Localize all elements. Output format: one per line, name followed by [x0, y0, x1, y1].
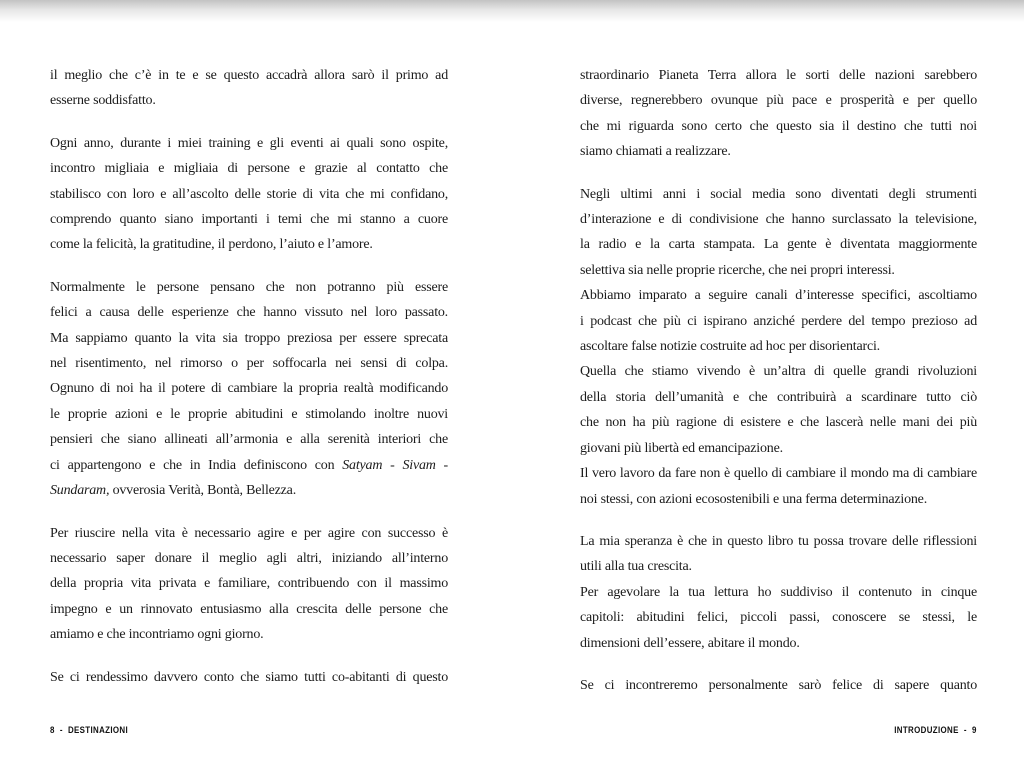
paragraph — [580, 63, 977, 165]
text-segment: amiamo e che incontriamo ogni giorno. — [50, 627, 264, 643]
text-segment: felici a causa delle esperienze che hanno vissuto nel loro passato. — [50, 305, 448, 321]
text-line — [580, 436, 977, 461]
text-line — [50, 521, 448, 546]
text-line — [580, 207, 977, 232]
text-line — [580, 605, 977, 630]
text-line — [50, 300, 448, 325]
text-segment: Per riuscire nella vita è necessario agire e per agire con successo è — [50, 525, 448, 541]
text-line — [580, 529, 977, 554]
left-page-footer: 8 - DESTINAZIONI — [50, 725, 129, 735]
page-top-edge-shadow — [0, 0, 1024, 22]
text-line — [50, 622, 448, 647]
paragraph — [580, 182, 977, 512]
text-segment: La mia speranza è che in questo libro tu possa trovare delle riflessioni — [580, 533, 977, 549]
paragraph — [50, 665, 448, 690]
right-page-footer: INTRODUZIONE - 9 — [894, 725, 977, 735]
text-segment: noi stessi, con azioni ecosostenibili e una ferma determinazione. — [580, 491, 927, 507]
text-line — [50, 402, 448, 427]
text-line — [50, 351, 448, 376]
text-line — [50, 665, 448, 690]
text-line — [580, 283, 977, 308]
text-line — [580, 114, 977, 139]
text-line — [50, 156, 448, 181]
text-segment: della propria vita privata e familiare, contribuendo con il massimo — [50, 576, 448, 592]
text-segment: capitoli: abitudini felici, piccoli passi, conoscere se stessi, le — [580, 610, 977, 626]
text-segment: nel risentimento, nel rimorso o per soffocarla nei sensi di colpa. — [50, 356, 448, 372]
text-segment: Quella che stiamo vivendo è un’altra di quelle grandi rivoluzioni — [580, 364, 977, 380]
text-segment: incontro migliaia e migliaia di persone e grazie al contatto che — [50, 161, 448, 177]
text-line — [50, 571, 448, 596]
text-line — [580, 487, 977, 512]
text-segment: ci appartengono e che in India definiscono con — [50, 457, 343, 473]
text-segment: selettiva sia nelle proprie ricerche, che nei propri interessi. — [580, 262, 895, 278]
text-segment: straordinario Pianeta Terra allora le sorti delle nazioni sarebbero — [580, 68, 977, 83]
paragraph — [50, 63, 448, 114]
text-segment: Ognuno di noi ha il potere di cambiare la propria realtà modificando — [50, 381, 448, 397]
text-line — [580, 385, 977, 410]
text-segment: esserne soddisfatto. — [50, 93, 156, 109]
paragraph — [50, 521, 448, 648]
text-segment: come la felicità, la gratitudine, il perdono, l’aiuto e l’amore. — [50, 237, 373, 253]
text-line — [50, 597, 448, 622]
text-line — [50, 88, 448, 113]
text-segment: Normalmente le persone pensano che non potranno più essere — [50, 279, 448, 295]
text-segment: utili alla tua crescita. — [580, 559, 692, 575]
text-line — [50, 131, 448, 156]
text-line — [50, 326, 448, 351]
text-line — [580, 182, 977, 207]
text-segment: della storia dell’umanità e che contribuirà a scardinare tutto ciò — [580, 389, 977, 405]
text-line — [50, 182, 448, 207]
text-line — [580, 359, 977, 384]
text-segment: d’interazione e di condivisione che hanno surclassato la televisione, — [580, 212, 977, 228]
right-page-text-column — [580, 63, 977, 698]
text-segment: ovverosia Verità, Bontà, Bellezza. — [109, 483, 296, 499]
text-segment: siamo chiamati a realizzare. — [580, 144, 731, 160]
text-segment: Negli ultimi anni i social media sono diventati degli strumenti — [580, 186, 977, 202]
text-line — [50, 232, 448, 257]
text-segment: Abbiamo imparato a seguire canali d’interesse specifici, ascoltiamo — [580, 288, 977, 304]
text-line — [580, 631, 977, 656]
text-segment: che non ha più ragione di esistere e che lascerà nelle mani dei più — [580, 415, 977, 431]
text-segment: la radio e la carta stampata. La gente è diventata maggiormente — [580, 237, 977, 253]
text-segment: le proprie azioni e le proprie abitudini e stimolando inoltre nuovi — [50, 406, 448, 422]
text-line — [580, 63, 977, 88]
paragraph — [580, 529, 977, 656]
text-line — [50, 63, 448, 88]
text-segment: diverse, regnerebbero ovunque più pace e prosperità e per quello — [580, 93, 977, 109]
italic-text: Sundaram, — [50, 483, 110, 499]
text-line — [580, 410, 977, 435]
text-segment: comprendo quanto siano importanti i temi che mi stanno a cuore — [50, 212, 448, 228]
text-line — [580, 258, 977, 283]
paragraph — [50, 275, 448, 504]
text-line — [580, 88, 977, 113]
text-segment: Per agevolare la tua lettura ho suddiviso il contenuto in cinque — [580, 584, 977, 600]
text-segment: che mi riguarda sono certo che questo sia il destino che tutti noi — [580, 118, 977, 134]
text-line — [50, 376, 448, 401]
text-segment: il meglio che c’è in te e se questo accadrà allora sarò il primo ad — [50, 68, 448, 83]
paragraph — [50, 131, 448, 258]
text-segment: ascoltare false notizie costruite ad hoc per disorientarci. — [580, 339, 880, 355]
paragraph — [580, 673, 977, 698]
text-segment: Ogni anno, durante i miei training e gli eventi ai quali sono ospite, — [50, 135, 448, 151]
left-page-text-column — [50, 63, 448, 690]
text-line — [580, 309, 977, 334]
italic-text: Satyam - Sivam - — [342, 457, 448, 473]
text-line — [580, 334, 977, 359]
text-segment: stabilisco con loro e all’ascolto delle storie di vita che mi confidano, — [50, 186, 448, 202]
text-segment: necessario saper donare il meglio agli altri, iniziando all’interno — [50, 550, 448, 566]
text-segment: i podcast che più ci ispirano anziché perdere del tempo prezioso ad — [580, 313, 977, 329]
text-segment: dimensioni dell’essere, abitare il mondo. — [580, 635, 800, 651]
text-line — [580, 461, 977, 486]
text-line — [580, 139, 977, 164]
text-segment: Se ci incontreremo personalmente sarò felice di sapere quanto — [580, 677, 977, 693]
text-line — [580, 580, 977, 605]
text-segment: impegno e un rinnovato entusiasmo alla crescita delle persone che — [50, 601, 448, 617]
text-line — [50, 427, 448, 452]
text-line — [50, 546, 448, 571]
text-line — [580, 232, 977, 257]
text-line — [580, 554, 977, 579]
text-line — [50, 453, 448, 478]
text-line — [50, 207, 448, 232]
text-segment: Ma sappiamo quanto la vita sia troppo preziosa per essere sprecata — [50, 330, 448, 346]
text-segment: giovani più libertà ed emancipazione. — [580, 440, 783, 456]
text-line — [50, 478, 448, 503]
text-segment: Se ci rendessimo davvero conto che siamo tutti co-abitanti di questo — [50, 669, 448, 685]
text-segment: pensieri che siano allineati all’armonia e alla serenità interiori che — [50, 432, 448, 448]
text-segment: Il vero lavoro da fare non è quello di cambiare il mondo ma di cambiare — [580, 466, 977, 482]
text-line — [580, 673, 977, 698]
text-line — [50, 275, 448, 300]
